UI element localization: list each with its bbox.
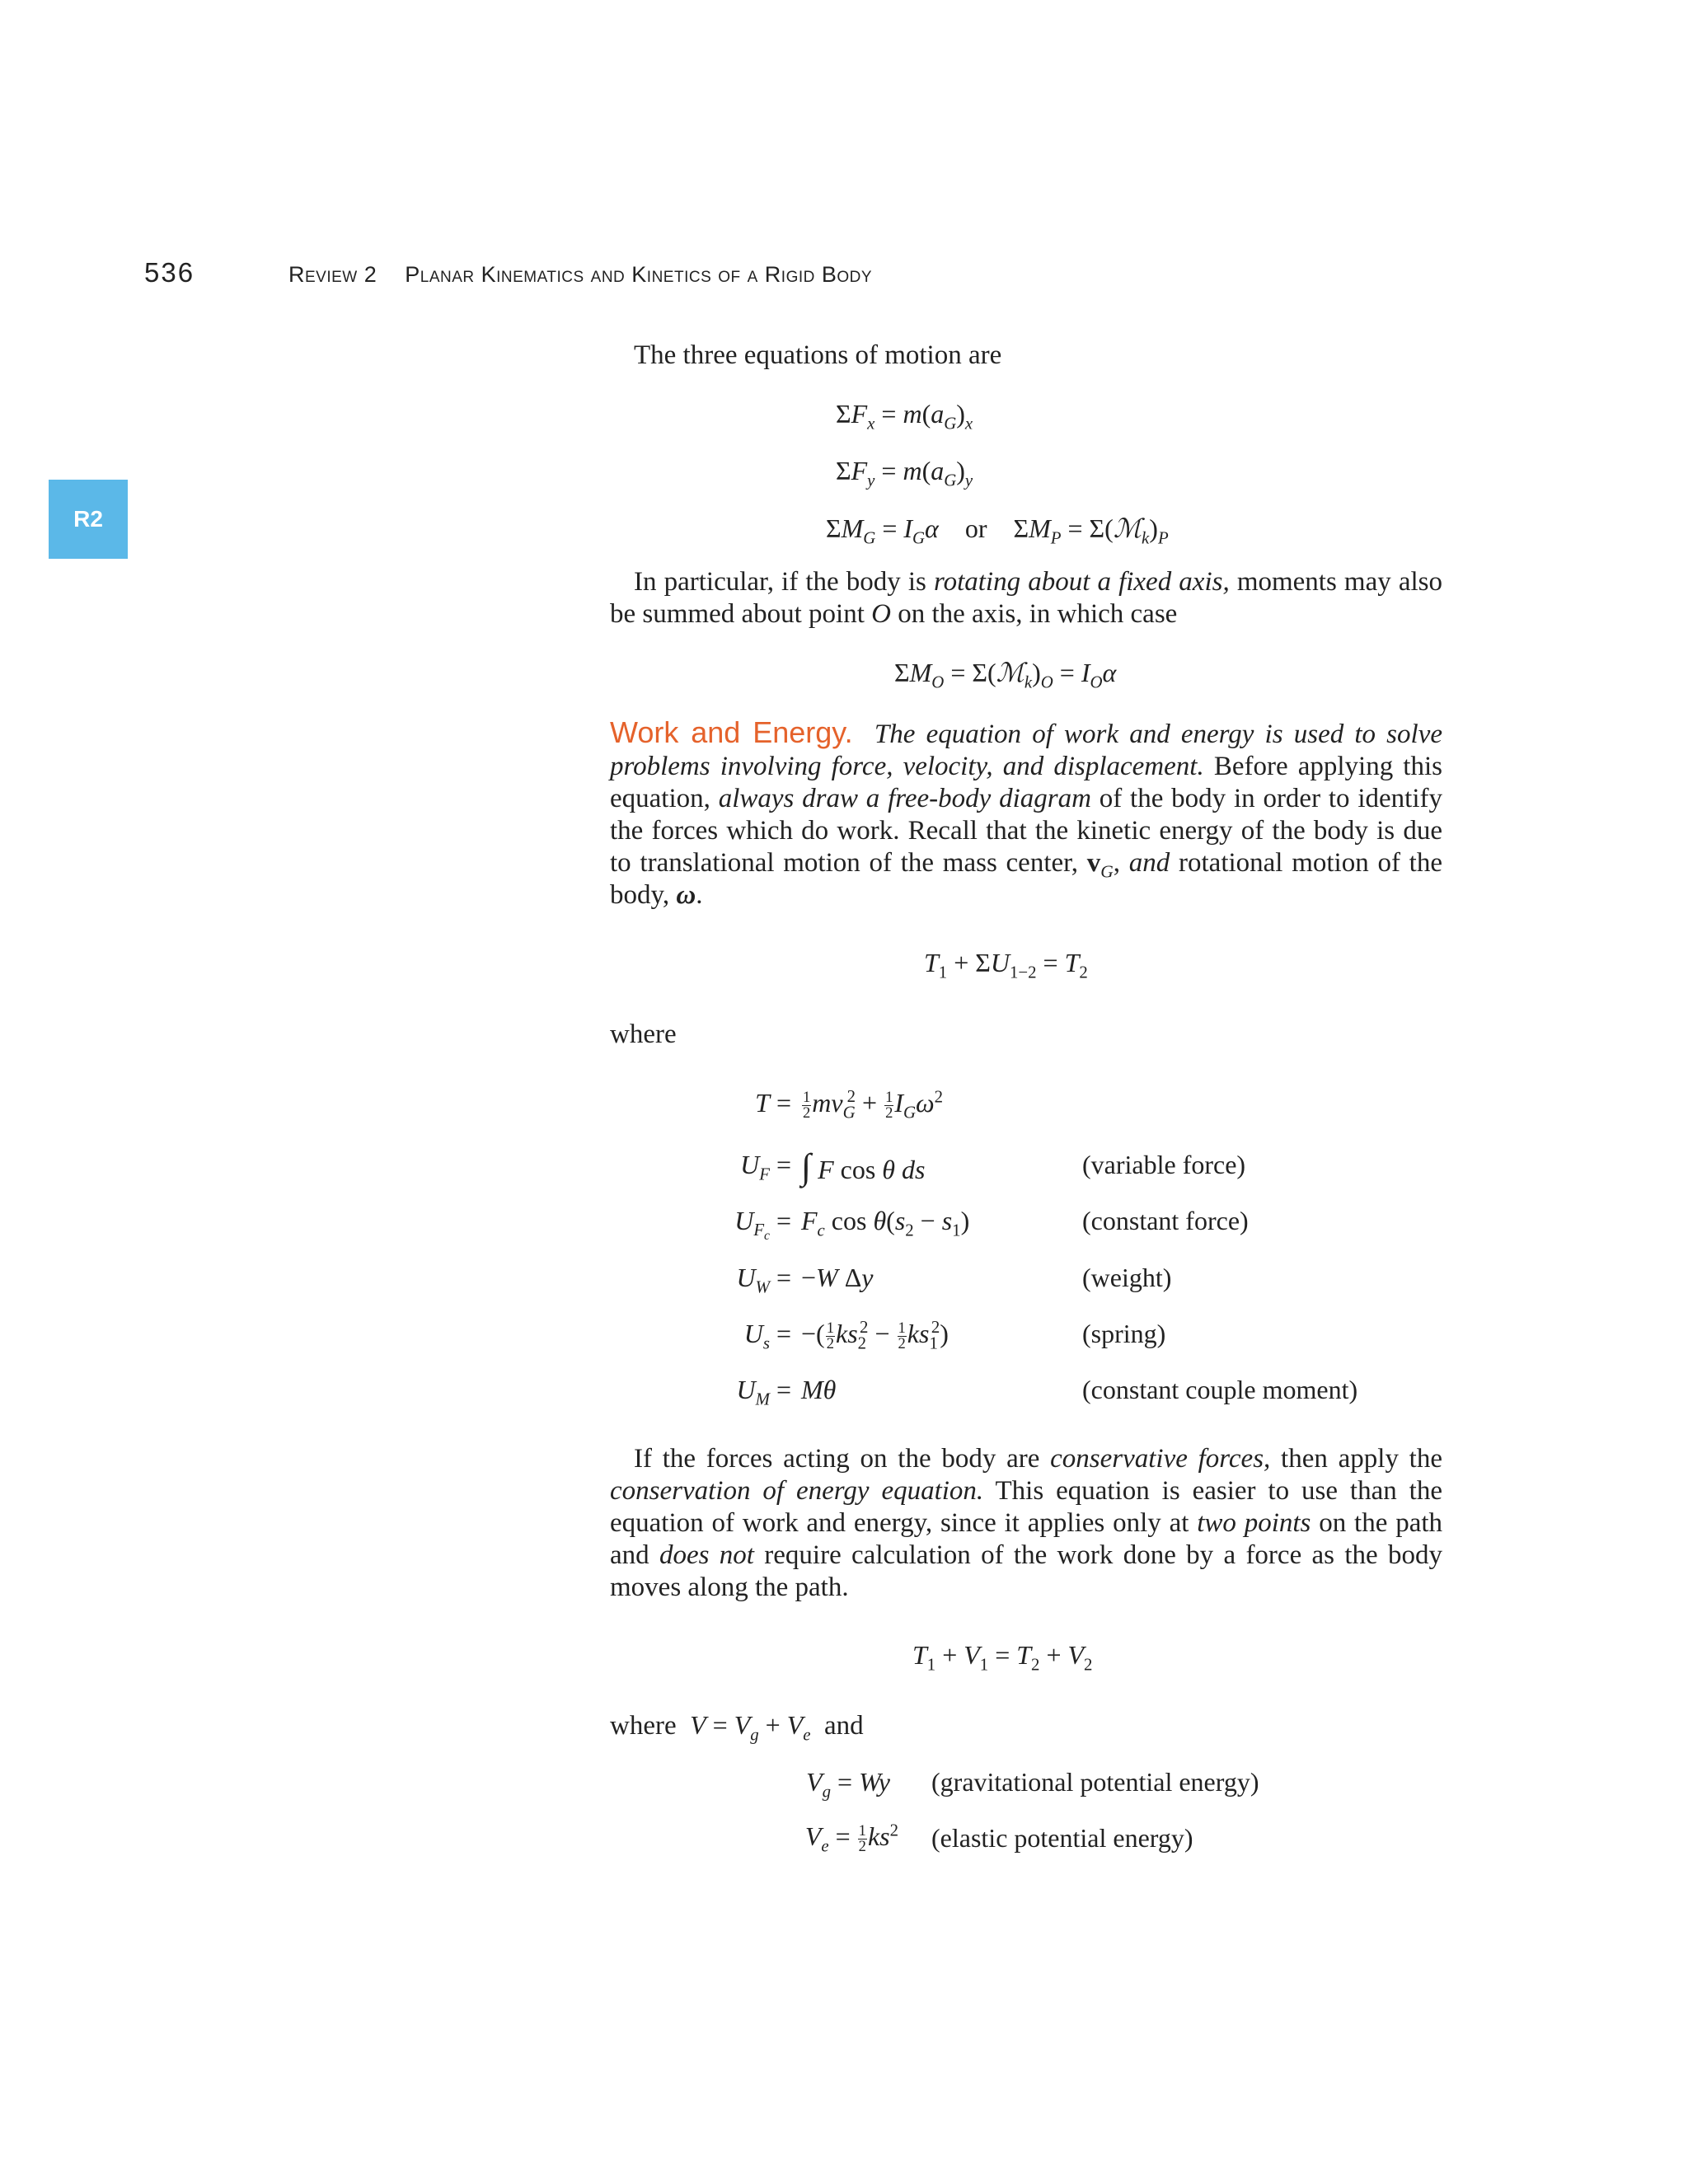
- where-v-line: where $V = V_g + V_e$ and: [610, 1710, 864, 1745]
- page-number: 536: [144, 257, 195, 288]
- equation-vg-lhs: $V_g = Wy$: [806, 1767, 890, 1802]
- note-constant-force: (constant force): [1082, 1206, 1249, 1235]
- equation-kinetic-energy: T =: [755, 1088, 791, 1118]
- equation-ufc-lhs: $U_{F_c}$ =: [734, 1206, 791, 1244]
- equation-sum-fx: $\Sigma F_x = m(a_G)_x$: [836, 399, 973, 434]
- work-energy-paragraph: Work and Energy. The equation of work and energy is used to solve problems involving force, velocity, and displacement. Before applying this equation, always draw a free-body diagram of the body in order to identify the forces which do work. Recall that the kinetic energy of the body is due to translational motion of the mass center, $v_G$, and rotational motion of the body, ω.: [610, 715, 1443, 910]
- equation-um-rhs: Mθ: [801, 1375, 837, 1404]
- equation-sum-fy: $\Sigma F_y = m(a_G)_y$: [836, 456, 973, 490]
- equation-us-rhs: −( $\frac{1}{2}$ $ks_2^2$ − $\frac{1}{2}$ $ks_1^2$): [801, 1318, 949, 1353]
- equation-ve-lhs: $V_e$ = $\frac{1}{2}$ $ks^2$: [804, 1821, 898, 1856]
- note-weight: (weight): [1082, 1263, 1172, 1292]
- note-constant-couple-moment: (constant couple moment): [1082, 1375, 1358, 1404]
- equation-kinetic-energy-rhs: $\frac{1}{2}$ $mv_G^2$ + $\frac{1}{2}$ $I_G\omega^2$: [803, 1087, 944, 1122]
- equation-work-energy: $T_1 + \Sigma U_{1-2} = T_2$: [924, 948, 1088, 982]
- equation-conservation: $T_1 + V_1 = T_2 + V_2$: [912, 1640, 1093, 1675]
- note-spring: (spring): [1082, 1319, 1166, 1348]
- where-label: where: [610, 1019, 677, 1049]
- equation-us-lhs: $U_s$ =: [743, 1319, 791, 1353]
- running-head-title: Planar Kinematics and Kinetics of a Rigid Body: [405, 262, 873, 287]
- equation-uw-lhs: $U_W$ =: [736, 1263, 791, 1297]
- equation-ufc-rhs: $F_c$ $\cos \theta(s_2 - s_1)$: [801, 1206, 970, 1240]
- note-elastic-potential: (elastic potential energy): [931, 1823, 1193, 1853]
- equation-um-lhs: $U_M$ =: [736, 1375, 791, 1409]
- fixed-axis-paragraph: In particular, if the body is rotating about a fixed axis, moments may also be summed about point O on the axis, in which case: [610, 567, 1443, 629]
- work-energy-heading: Work and Energy.: [610, 715, 853, 749]
- equation-sum-mg: $\Sigma M_G = I_G\alpha$ or $\Sigma M_P$ = $\Sigma(ℳ_k)_P$: [826, 513, 1169, 548]
- equation-or: or: [964, 513, 987, 543]
- running-head: [288, 262, 872, 288]
- equation-uw-rhs: −W Δy: [801, 1263, 874, 1292]
- conservation-paragraph: If the forces acting on the body are conservative forces, then apply the conservation of energy equation. This equation is easier to use than the equation of work and energy, since it applies only at two points on the path and does not require calculation of the work done by a force as the body moves along the path.: [610, 1444, 1443, 1602]
- note-gravitational-potential: (gravitational potential energy): [931, 1767, 1259, 1797]
- note-variable-force: (variable force): [1082, 1150, 1246, 1179]
- equation-uf-lhs: $U_F$ =: [740, 1150, 791, 1184]
- chapter-tab: R2: [49, 480, 128, 559]
- intro-text: The three equations of motion are: [634, 340, 1002, 370]
- equation-uf-rhs: ∫ F cos θ ds: [801, 1146, 926, 1187]
- running-head-part: Review 2: [288, 262, 377, 287]
- equation-sum-mo: $\Sigma M_O$ = $\Sigma(ℳ_k)_O = I_O\alpha$: [894, 658, 1117, 692]
